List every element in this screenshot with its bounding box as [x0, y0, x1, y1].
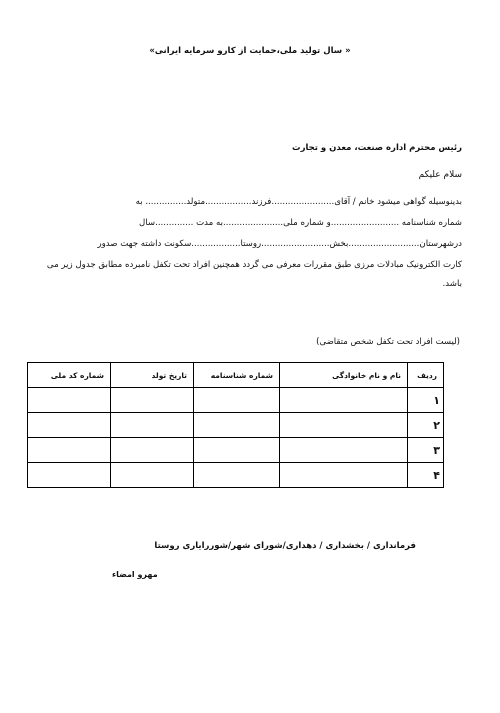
header-full-name: نام و نام خانوادگی [280, 363, 408, 388]
body-line-4: کارت الکترونیک مبادلات مرزی طبق مقررات معرفی می گردد همچنین افراد تحت تکفل نامبرده مطابق جدول زیر می [46, 260, 462, 270]
id-number-cell [194, 463, 280, 488]
id-number-cell [194, 438, 280, 463]
recipient-line: رئیس محترم اداره صنعت، معدن و تجارت [292, 143, 462, 153]
header-birth-date: تاریخ تولد [111, 363, 194, 388]
full-name-cell [280, 438, 408, 463]
full-name-cell [280, 463, 408, 488]
table-row [28, 438, 444, 463]
body-line-5: باشد. [442, 279, 462, 289]
birth-date-cell [111, 413, 194, 438]
birth-date-cell [111, 463, 194, 488]
table-row [28, 388, 444, 413]
table-header-row [28, 363, 444, 388]
header-id-number: شماره شناسنامه [194, 363, 280, 388]
body-line-1: بدینوسیله گواهی میشود خانم / آقای.......................فرزند.................متولد............... به [135, 197, 462, 207]
table-row [28, 413, 444, 438]
header-row-number: ردیف [408, 363, 444, 388]
national-code-cell [28, 438, 111, 463]
dependents-list-title: (لیست افراد تحت تکفل شخص متقاضی) [316, 337, 460, 347]
seal-and-signature: مهرو امضاء [112, 570, 158, 579]
id-number-cell [194, 388, 280, 413]
dependents-table [27, 362, 444, 488]
header-national-code: شماره کد ملی [28, 363, 111, 388]
body-line-2: شماره شناسنامه .........................و شماره ملی......................به مدت ..............سال [139, 218, 462, 228]
full-name-cell [280, 388, 408, 413]
full-name-cell [280, 413, 408, 438]
national-code-cell [28, 388, 111, 413]
row-number-cell: ۲ [408, 413, 444, 438]
table-row [28, 463, 444, 488]
national-code-cell [28, 463, 111, 488]
row-number-cell: ۴ [408, 463, 444, 488]
signing-authority: فرمانداری / بخشداری / دهداری/شورای شهر/شوررایاری روستا [154, 541, 416, 551]
row-number-cell: ۱ [408, 388, 444, 413]
body-line-3: درشهرستان..........................بخش.........................روستا..................سکونت داشته جهت صدور [97, 239, 462, 249]
id-number-cell [194, 413, 280, 438]
national-code-cell [28, 413, 111, 438]
year-slogan: « سال تولید ملی،حمایت از کارو سرمایه ایرانی» [149, 46, 351, 56]
greeting: سلام علیکم [418, 170, 462, 180]
birth-date-cell [111, 388, 194, 413]
row-number-cell: ۳ [408, 438, 444, 463]
birth-date-cell [111, 438, 194, 463]
